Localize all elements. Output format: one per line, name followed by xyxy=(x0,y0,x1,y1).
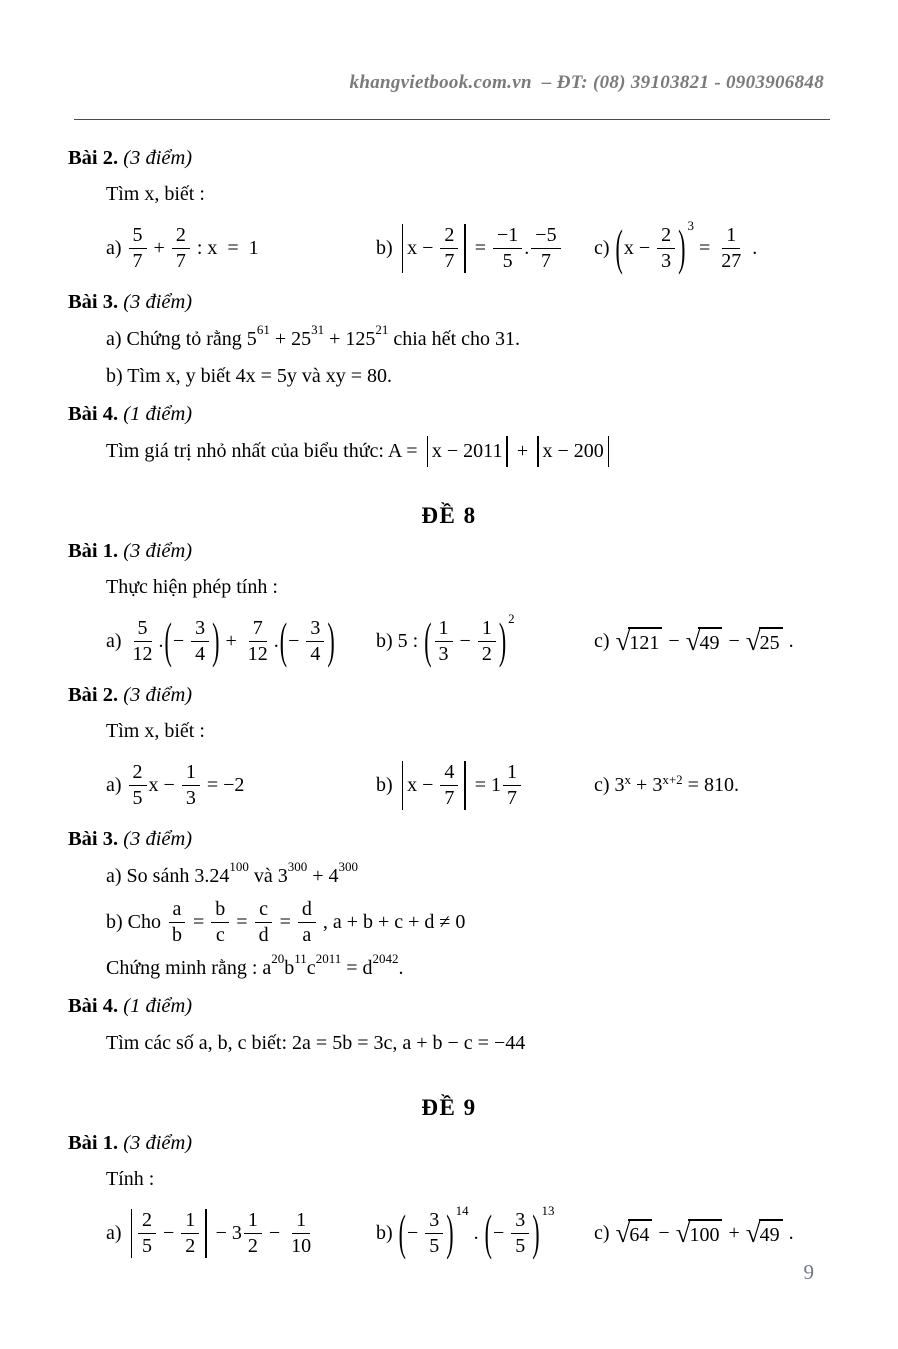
math-text: a) xyxy=(106,773,127,796)
numerator: c xyxy=(255,898,272,923)
fraction xyxy=(211,898,229,947)
section-title: ĐỀ 9 xyxy=(421,1095,477,1120)
group-exponent: 14 xyxy=(455,1202,469,1218)
problem-heading xyxy=(68,403,830,430)
fraction xyxy=(191,617,209,666)
denominator: 7 xyxy=(540,249,551,272)
close-paren: ) xyxy=(532,1203,540,1260)
problem-label: Bài 3. xyxy=(68,828,124,850)
math-cell xyxy=(106,224,376,273)
numerator: 2 xyxy=(138,1209,156,1234)
denominator: 5 xyxy=(429,1234,440,1257)
group-content xyxy=(432,440,503,463)
parenthesis-group xyxy=(484,1202,555,1260)
problem-points: (1 điểm) xyxy=(123,403,193,425)
denominator: 2 xyxy=(481,642,492,665)
denominator: 2 xyxy=(185,1234,196,1257)
denominator: 7 xyxy=(175,249,186,272)
superscript: 300 xyxy=(287,859,308,874)
math-text: = xyxy=(469,236,492,259)
square-root xyxy=(616,627,663,655)
denominator: 27 xyxy=(721,249,742,272)
square-root xyxy=(616,1219,653,1247)
math-text: b) xyxy=(376,236,398,259)
math-text: c xyxy=(306,957,316,979)
math-text: + xyxy=(148,236,170,259)
math-text: c) xyxy=(594,1221,615,1244)
radicand: 25 xyxy=(759,627,783,655)
fraction xyxy=(255,898,273,947)
absolute-value-group xyxy=(398,761,470,810)
denominator: 3 xyxy=(438,642,449,665)
superscript: x xyxy=(624,771,632,787)
math-text: a) Chứng tỏ rằng 5 xyxy=(106,328,257,350)
numerator: 1 xyxy=(478,617,496,642)
denominator: c xyxy=(215,924,225,946)
math-text: + 4 xyxy=(307,865,339,887)
math-text: a) xyxy=(106,1221,127,1244)
denominator: d xyxy=(258,924,269,946)
math-text: . xyxy=(273,629,279,652)
group-content xyxy=(136,1209,201,1258)
problem-points: (3 điểm) xyxy=(123,291,193,313)
fraction xyxy=(531,224,560,273)
math-text: Chứng minh rằng : a xyxy=(106,957,272,979)
close-paren: ) xyxy=(498,611,507,668)
math-text: chia hết cho 31. xyxy=(388,328,520,350)
fraction xyxy=(182,761,200,810)
problem-heading xyxy=(68,684,830,711)
math-row xyxy=(106,216,830,280)
numerator: 2 xyxy=(172,224,190,249)
group-content xyxy=(624,224,677,273)
numerator: d xyxy=(298,898,316,923)
math-text: b xyxy=(284,957,295,979)
numerator: −5 xyxy=(531,224,560,249)
math-text: b) xyxy=(376,773,398,796)
math-text: a) So sánh 3.24 xyxy=(106,865,230,887)
group-content xyxy=(543,440,604,463)
fraction xyxy=(172,224,190,273)
abs-bar-left xyxy=(131,1209,132,1258)
math-text: = 810. xyxy=(682,773,739,796)
math-text: − xyxy=(663,629,685,652)
math-line xyxy=(106,361,830,392)
parenthesis-group xyxy=(615,217,694,275)
open-paren: ( xyxy=(484,1203,492,1260)
superscript: 31 xyxy=(311,322,325,337)
math-text: = −2 xyxy=(201,773,245,796)
math-cell xyxy=(594,627,830,655)
group-exponent: 3 xyxy=(687,217,694,233)
math-text: . xyxy=(468,1221,484,1244)
paragraph: Thực hiện phép tính : xyxy=(106,576,278,598)
denominator: a xyxy=(302,924,312,946)
math-cell xyxy=(106,1209,376,1258)
page-number: 9 xyxy=(803,1260,814,1284)
numerator: −1 xyxy=(493,224,522,249)
problem-label: Bài 4. xyxy=(68,403,124,425)
math-text: c) 3 xyxy=(594,773,625,796)
mixed-number xyxy=(232,1209,264,1258)
math-cell xyxy=(106,761,376,810)
math-text: x − xyxy=(407,773,439,796)
numerator: 2 xyxy=(129,761,147,786)
denominator: 4 xyxy=(310,642,321,665)
math-text: − xyxy=(492,1221,510,1244)
math-text: , a + b + c + d ≠ 0 xyxy=(317,911,466,933)
problem-heading xyxy=(68,828,830,855)
math-text: c) xyxy=(594,629,615,652)
math-text: x − xyxy=(148,773,180,796)
problem-points: (3 điểm) xyxy=(123,540,193,562)
math-text: + 25 xyxy=(269,328,312,350)
problem-heading xyxy=(68,1132,830,1159)
close-paren: ) xyxy=(327,611,335,668)
numerator: b xyxy=(211,898,229,923)
math-text: c) xyxy=(594,236,615,259)
absolute-value-group xyxy=(533,436,613,467)
fraction xyxy=(503,761,521,810)
fraction xyxy=(511,1209,529,1258)
numerator: 3 xyxy=(425,1209,443,1234)
math-text: = xyxy=(274,911,296,933)
open-paren: ( xyxy=(398,1203,406,1260)
denominator: 7 xyxy=(444,786,455,809)
denominator: 7 xyxy=(507,786,518,809)
math-text: : x = 1 xyxy=(191,236,259,259)
math-text: . xyxy=(783,1221,794,1244)
numerator: 2 xyxy=(657,224,675,249)
superscript: 300 xyxy=(338,859,358,874)
parenthesis-group xyxy=(398,1202,469,1260)
fraction xyxy=(425,1209,443,1258)
radical-icon: √ xyxy=(615,1217,631,1248)
abs-bar-right xyxy=(464,224,465,273)
denominator: 5 xyxy=(502,249,513,272)
math-text: = xyxy=(693,236,716,259)
problem-points: (1 điểm) xyxy=(123,995,193,1017)
paragraph: Tìm x, biết : xyxy=(106,720,205,742)
square-root xyxy=(746,1219,783,1247)
numerator: 1 xyxy=(182,761,200,786)
superscript: 20 xyxy=(271,951,285,966)
radical-icon: √ xyxy=(675,1217,691,1248)
absolute-value-group xyxy=(127,1209,211,1258)
denominator: 12 xyxy=(132,642,153,665)
page-header xyxy=(68,50,830,116)
math-text: . xyxy=(158,629,164,652)
fraction xyxy=(244,1209,262,1258)
abs-bar-left xyxy=(402,224,403,273)
problem-heading xyxy=(68,291,830,318)
denominator: 5 xyxy=(515,1234,526,1257)
abs-bar-left xyxy=(537,436,538,467)
absolute-value-group xyxy=(398,224,470,273)
superscript: 21 xyxy=(375,322,389,337)
group-content xyxy=(407,224,460,273)
numerator: 3 xyxy=(306,617,324,642)
fraction xyxy=(440,224,458,273)
problem-heading xyxy=(68,995,830,1022)
denominator: b xyxy=(172,924,182,946)
denominator: 5 xyxy=(132,786,143,809)
math-text: b) Tìm x, y biết 4x = 5y và xy = 80. xyxy=(106,365,393,387)
close-paren: ) xyxy=(678,218,686,275)
problem-points: (3 điểm) xyxy=(123,1132,193,1154)
math-text: . xyxy=(747,236,758,259)
superscript: 11 xyxy=(294,951,307,966)
numerator: 1 xyxy=(292,1209,310,1234)
math-text: − xyxy=(263,1221,286,1244)
abs-bar-left xyxy=(427,436,428,467)
math-text: b) 5 : xyxy=(376,629,424,652)
math-text: = xyxy=(231,911,253,933)
math-row xyxy=(106,753,830,817)
problem-label: Bài 3. xyxy=(68,291,124,313)
numerator: 1 xyxy=(244,1209,262,1234)
open-paren: ( xyxy=(424,611,432,668)
denominator: 2 xyxy=(247,1234,258,1257)
fraction xyxy=(168,898,186,947)
group-content xyxy=(407,1209,445,1258)
numerator: 3 xyxy=(191,617,209,642)
fraction xyxy=(287,1209,315,1258)
group-exponent: 13 xyxy=(541,1202,555,1218)
math-text: − xyxy=(172,629,190,652)
group-content xyxy=(493,1209,531,1258)
math-text: x − 2011 xyxy=(431,440,503,462)
fraction xyxy=(129,761,147,810)
math-text: và 3 xyxy=(248,865,288,887)
open-paren: ( xyxy=(615,218,623,275)
fraction xyxy=(435,617,453,666)
square-root xyxy=(746,627,783,655)
square-root xyxy=(686,627,723,655)
math-text: − xyxy=(157,1221,180,1244)
fraction xyxy=(657,224,675,273)
radical-icon: √ xyxy=(745,625,761,656)
header-text: khangvietbook.com.vn – ĐT: (08) 39103821 - 0903906848 xyxy=(349,72,824,93)
math-line xyxy=(106,861,830,892)
math-cell xyxy=(376,761,594,810)
numerator: 3 xyxy=(511,1209,529,1234)
radicand: 49 xyxy=(698,627,722,655)
math-line xyxy=(106,436,830,467)
problem-heading xyxy=(68,147,830,174)
radical-icon: √ xyxy=(745,1217,761,1248)
fraction xyxy=(478,617,496,666)
parenthesis-group xyxy=(423,610,515,668)
math-text: . xyxy=(398,957,404,979)
parenthesis-group xyxy=(279,611,336,668)
math-cell xyxy=(594,217,830,275)
math-text: − xyxy=(653,1221,675,1244)
fraction xyxy=(493,224,522,273)
math-cell xyxy=(106,611,376,668)
math-line xyxy=(106,1028,830,1059)
math-text: + xyxy=(723,1221,745,1244)
superscript: 2011 xyxy=(315,951,342,966)
whole-part: 3 xyxy=(231,1221,242,1244)
numerator: 5 xyxy=(134,617,152,642)
numerator: 2 xyxy=(440,224,458,249)
numerator: 1 xyxy=(722,224,740,249)
math-text: Tìm giá trị nhỏ nhất của biểu thức: A = xyxy=(106,440,423,462)
superscript: 2042 xyxy=(372,951,399,966)
denominator: 3 xyxy=(661,249,672,272)
denominator: 12 xyxy=(247,642,268,665)
denominator: 7 xyxy=(444,249,455,272)
radicand: 100 xyxy=(688,1219,722,1247)
superscript: 61 xyxy=(256,322,270,337)
problem-label: Bài 2. xyxy=(68,147,124,169)
math-text: b) Cho xyxy=(106,911,166,933)
math-row xyxy=(106,609,830,673)
problem-points: (3 điểm) xyxy=(123,828,193,850)
denominator: 3 xyxy=(185,786,196,809)
math-text: . xyxy=(783,629,794,652)
denominator: 10 xyxy=(291,1234,312,1257)
radicand: 121 xyxy=(628,627,662,655)
math-text: b) xyxy=(376,1221,398,1244)
abs-bar-right xyxy=(608,436,609,467)
problem-points: (3 điểm) xyxy=(123,147,193,169)
fraction xyxy=(181,1209,199,1258)
math-cell xyxy=(376,224,594,273)
problem-points: (3 điểm) xyxy=(123,684,193,706)
absolute-value-group xyxy=(423,436,512,467)
problem-label: Bài 2. xyxy=(68,684,124,706)
numerator: a xyxy=(169,898,186,923)
fraction xyxy=(129,224,147,273)
fraction xyxy=(306,617,324,666)
superscript: 100 xyxy=(229,859,249,874)
group-content xyxy=(173,617,211,666)
radicand: 49 xyxy=(759,1219,783,1247)
math-text: − xyxy=(288,629,305,652)
denominator: 5 xyxy=(141,1234,152,1257)
math-text: a) xyxy=(106,629,127,652)
math-text: a) xyxy=(106,236,127,259)
numerator: 1 xyxy=(435,617,453,642)
numerator: 1 xyxy=(503,761,521,786)
abs-bar-right xyxy=(506,436,507,467)
math-text: = xyxy=(188,911,210,933)
math-text: x − xyxy=(623,236,656,259)
radical-icon: √ xyxy=(685,625,701,656)
math-text: = xyxy=(469,773,492,796)
mixed-number xyxy=(491,761,523,810)
radical-icon: √ xyxy=(615,625,631,656)
math-text: − xyxy=(723,629,745,652)
header-rule xyxy=(74,119,830,120)
whole-part: 1 xyxy=(491,773,502,796)
fraction xyxy=(298,898,316,947)
open-paren: ( xyxy=(279,611,288,668)
numerator: 1 xyxy=(181,1209,199,1234)
problem-label: Bài 1. xyxy=(68,1132,124,1154)
superscript: x+2 xyxy=(662,771,683,787)
open-paren: ( xyxy=(164,611,172,668)
group-content xyxy=(288,617,326,666)
fraction xyxy=(440,761,458,810)
math-text: − xyxy=(407,1221,424,1244)
fraction xyxy=(129,617,157,666)
math-text: + xyxy=(511,440,534,462)
math-text: + xyxy=(220,629,242,652)
denominator: 4 xyxy=(195,642,206,665)
math-text: + 3 xyxy=(631,773,663,796)
group-exponent: 2 xyxy=(508,610,515,626)
problem-label: Bài 1. xyxy=(68,540,124,562)
math-cell xyxy=(376,1202,594,1260)
numerator: 4 xyxy=(440,761,458,786)
math-row xyxy=(106,1201,830,1265)
math-cell xyxy=(376,610,594,668)
math-line xyxy=(106,953,830,984)
fraction xyxy=(138,1209,156,1258)
math-text: + 125 xyxy=(324,328,376,350)
math-text: Tìm các số a, b, c biết: 2a = 5b = 3c, a + b − c = −44 xyxy=(106,1032,526,1054)
abs-bar-right xyxy=(205,1209,206,1258)
paragraph: Tính : xyxy=(106,1168,155,1190)
fraction xyxy=(244,617,272,666)
problem-heading xyxy=(68,540,830,567)
math-text: = d xyxy=(341,957,373,979)
math-text: − xyxy=(210,1221,232,1244)
radicand: 64 xyxy=(628,1219,652,1247)
math-line xyxy=(106,898,830,947)
denominator: 7 xyxy=(132,249,143,272)
content xyxy=(68,147,830,1265)
abs-bar-right xyxy=(464,761,465,810)
abs-bar-left xyxy=(402,761,403,810)
math-cell xyxy=(594,1219,830,1247)
math-cell xyxy=(594,771,830,797)
group-content xyxy=(407,761,460,810)
fraction xyxy=(717,224,745,273)
numerator: 5 xyxy=(129,224,147,249)
math-line xyxy=(106,324,830,355)
math-text: − xyxy=(454,629,476,652)
close-paren: ) xyxy=(212,611,220,668)
math-text: . xyxy=(524,236,530,259)
math-text: x − xyxy=(407,236,439,259)
section-title: ĐỀ 8 xyxy=(421,503,477,528)
square-root xyxy=(676,1219,723,1247)
parenthesis-group xyxy=(164,611,221,668)
math-text: x − 200 xyxy=(542,440,604,462)
group-content xyxy=(433,617,498,666)
close-paren: ) xyxy=(446,1203,454,1260)
paragraph: Tìm x, biết : xyxy=(106,183,205,205)
problem-label: Bài 4. xyxy=(68,995,124,1017)
numerator: 7 xyxy=(249,617,267,642)
